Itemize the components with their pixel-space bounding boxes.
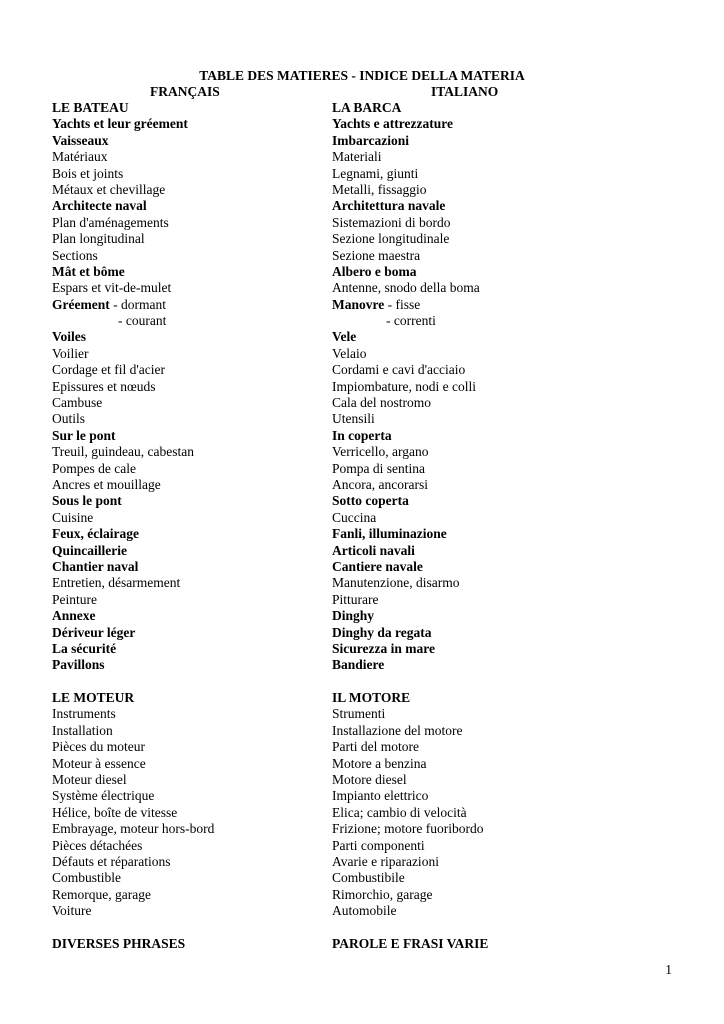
italian-toc-column [332, 100, 488, 952]
toc-entry: Ancora, ancorarsi [332, 476, 428, 492]
toc-entry: - correnti [386, 313, 436, 329]
toc-entry: Materiali [332, 149, 382, 165]
toc-entry: Système électrique [52, 788, 155, 804]
toc-entry: Manutenzione, disarmo [332, 575, 460, 591]
toc-entry: Sezione longitudinale [332, 231, 450, 247]
toc-entry: Combustible [52, 870, 122, 886]
toc-entry-suffix: - fisse [384, 296, 421, 312]
toc-section-heading: Albero e boma [332, 263, 417, 279]
column-header-italian: ITALIANO [431, 84, 499, 99]
toc-section-heading: Bandiere [332, 657, 385, 673]
toc-section-heading: Architettura navale [332, 198, 446, 214]
toc-section-heading: Dinghy da regata [332, 624, 432, 640]
spacer [332, 674, 488, 690]
toc-section-heading: Chantier naval [52, 558, 139, 574]
spacer [52, 920, 214, 936]
page-number: 1 [665, 962, 672, 977]
toc-entry: Plan d'aménagements [52, 214, 169, 230]
toc-section-heading: Yachts e attrezzature [332, 116, 453, 132]
toc-entry: Strumenti [332, 706, 386, 722]
toc-entry: Outils [52, 411, 86, 427]
toc-entry: Plan longitudinal [52, 231, 145, 247]
toc-entry: Pompa di sentina [332, 460, 425, 476]
toc-entry-label: Manovre [332, 296, 385, 312]
toc-entry: Instruments [52, 706, 116, 722]
toc-entry: Embrayage, moteur hors-bord [52, 821, 215, 837]
toc-entry: Elica; cambio di velocità [332, 804, 467, 820]
toc-entry-suffix: - dormant [109, 296, 166, 312]
toc-entry: Espars et vit-de-mulet [52, 280, 172, 296]
column-header-french: FRANÇAIS [150, 84, 220, 99]
toc-section-heading: Articoli navali [332, 542, 415, 558]
toc-section-heading [332, 297, 488, 313]
toc-entry: Parti componenti [332, 837, 425, 853]
toc-entry: Métaux et chevillage [52, 181, 166, 197]
toc-entry: Cuisine [52, 509, 94, 525]
toc-entry: Bois et joints [52, 165, 124, 181]
toc-entry: Remorque, garage [52, 886, 151, 902]
toc-entry: Installazione del motore [332, 722, 463, 738]
toc-entry: Installation [52, 722, 113, 738]
toc-entry: Sezione maestra [332, 247, 421, 263]
toc-entry: Antenne, snodo della boma [332, 280, 480, 296]
toc-section-heading: Sous le pont [52, 493, 122, 509]
toc-section-heading: LA BARCA [332, 100, 402, 115]
toc-section-heading: DIVERSES PHRASES [52, 935, 186, 951]
toc-section-heading [52, 297, 214, 313]
toc-entry: Cala del nostromo [332, 395, 431, 411]
toc-section-heading: Cantiere navale [332, 558, 423, 574]
toc-entry: Automobile [332, 903, 397, 919]
toc-entry: Velaio [332, 345, 367, 361]
toc-entry: Frizione; motore fuoribordo [332, 821, 484, 837]
toc-section-heading: Fanli, illuminazione [332, 526, 447, 542]
toc-entry: Verricello, argano [332, 444, 429, 460]
toc-section-heading: Pavillons [52, 657, 105, 673]
toc-entry: Metalli, fissaggio [332, 181, 427, 197]
toc-section-heading: Vaisseaux [52, 132, 109, 148]
toc-entry: Voiture [52, 903, 92, 919]
toc-section-heading: Sur le pont [52, 427, 116, 443]
toc-section-heading: Voiles [52, 329, 87, 345]
toc-section-heading: Architecte naval [52, 198, 147, 214]
toc-section-heading: Mât et bôme [52, 263, 125, 279]
toc-entry: Cuccina [332, 509, 377, 525]
toc-entry: Moteur diesel [52, 772, 127, 788]
toc-section-heading: Vele [332, 329, 357, 345]
toc-entry: Rimorchio, garage [332, 886, 433, 902]
toc-entry: Impiombature, nodi e colli [332, 378, 476, 394]
toc-section-heading: IL MOTORE [332, 690, 411, 706]
toc-entry: Motore a benzina [332, 755, 427, 771]
toc-entry: Matériaux [52, 149, 108, 165]
page-title: TABLE DES MATIERES - INDICE DELLA MATERIA [199, 68, 525, 83]
toc-entry: Treuil, guindeau, cabestan [52, 444, 194, 460]
toc-entry: Pitturare [332, 591, 379, 607]
toc-entry: Avarie e riparazioni [332, 853, 439, 869]
toc-entry: Combustibile [332, 870, 405, 886]
toc-entry: Cordage et fil d'acier [52, 362, 166, 378]
toc-entry: Cordami e cavi d'acciaio [332, 362, 466, 378]
toc-entry: Moteur à essence [52, 755, 146, 771]
toc-section-heading: Dériveur léger [52, 624, 136, 640]
toc-entry: Motore diesel [332, 772, 407, 788]
toc-section-heading: Dinghy [332, 608, 375, 624]
toc-section-heading: Yachts et leur gréement [52, 116, 188, 132]
toc-section-heading: Sicurezza in mare [332, 640, 435, 656]
toc-section-heading: Feux, éclairage [52, 526, 139, 542]
toc-section-heading: PAROLE E FRASI VARIE [332, 935, 489, 951]
toc-entry: Pompes de cale [52, 460, 136, 476]
spacer [52, 674, 214, 690]
toc-entry: Cambuse [52, 395, 103, 411]
toc-section-heading: In coperta [332, 427, 392, 443]
toc-section-heading: LE MOTEUR [52, 690, 135, 706]
toc-entry: Entretien, désarmement [52, 575, 181, 591]
toc-entry: Ancres et mouillage [52, 476, 161, 492]
spacer [332, 920, 488, 936]
toc-entry: Pièces du moteur [52, 739, 145, 755]
toc-section-heading: Quincaillerie [52, 542, 127, 558]
toc-section-heading: LE BATEAU [52, 100, 129, 115]
toc-section-heading: Sotto coperta [332, 493, 409, 509]
toc-section-heading: Imbarcazioni [332, 132, 409, 148]
toc-entry: Epissures et nœuds [52, 378, 156, 394]
toc-entry-label: Gréement [52, 296, 110, 312]
toc-entry: Pièces détachées [52, 837, 143, 853]
toc-entry: Défauts et réparations [52, 853, 171, 869]
toc-entry: Peinture [52, 591, 97, 607]
toc-entry: Parti del motore [332, 739, 419, 755]
toc-section-heading: La sécurité [52, 640, 117, 656]
toc-entry: Legnami, giunti [332, 165, 419, 181]
toc-entry: Sistemazioni di bordo [332, 214, 451, 230]
toc-section-heading: Annexe [52, 608, 96, 624]
toc-entry: Hélice, boîte de vitesse [52, 804, 178, 820]
toc-entry: Impianto elettrico [332, 788, 429, 804]
toc-entry: - courant [118, 313, 167, 329]
toc-entry: Voilier [52, 345, 89, 361]
french-toc-column [52, 100, 214, 952]
toc-entry: Sections [52, 247, 98, 263]
toc-entry: Utensili [332, 411, 375, 427]
